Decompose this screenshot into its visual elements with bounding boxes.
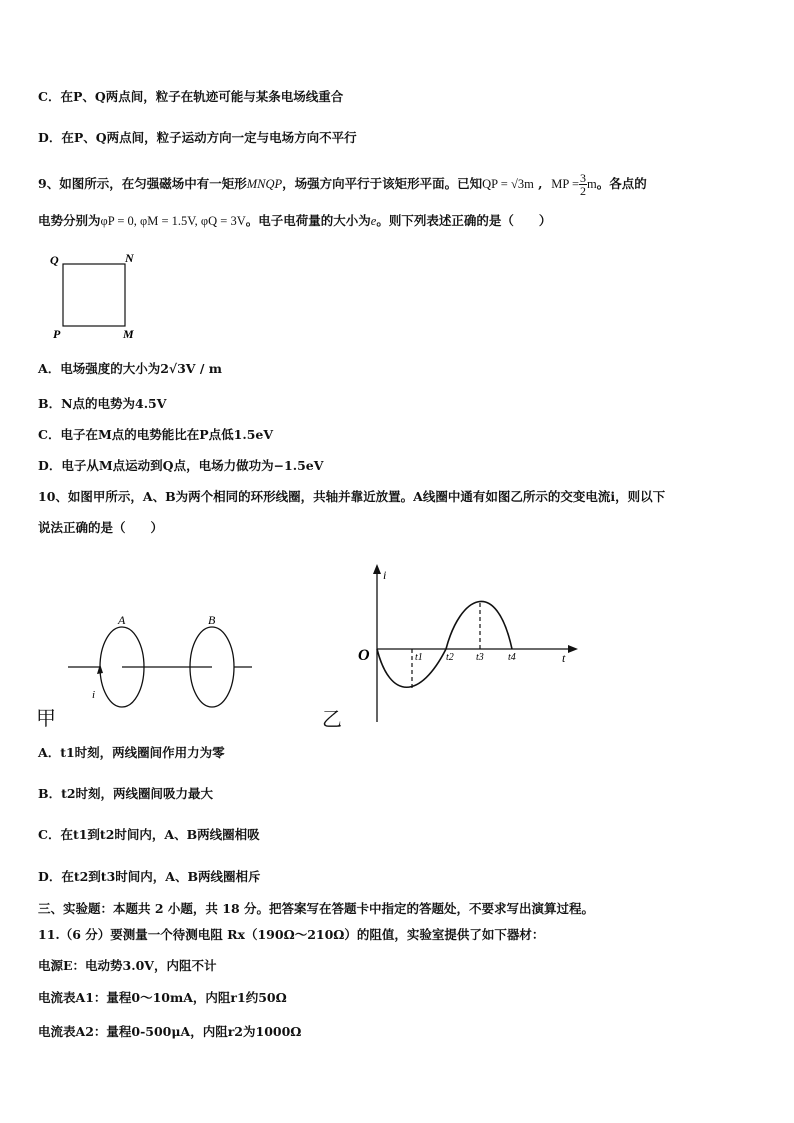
t-axis-arrow-icon (568, 645, 578, 653)
label-n: N (125, 251, 134, 265)
t-axis-label: t (562, 651, 566, 665)
q9-option-c: C．电子在M点的电势能比在P点低1.5eV (38, 427, 274, 442)
q10-option-d: D．在t2到t3时间内，A、B两线圈相斥 (38, 869, 261, 884)
label-m: M (123, 327, 134, 341)
q9-mp-fraction: $\frac{3}{2}$ (580, 171, 586, 198)
current-label: i (92, 689, 96, 701)
q11-ammeter-a2: 电流表A2：量程0-500μA，内阻r2为1000Ω (38, 1024, 302, 1039)
figure-jia-caption: 甲 (36, 706, 56, 730)
q11-ammeter-a1: 电流表A1：量程0～10mA，内阻r1约50Ω (38, 990, 287, 1005)
tick-t1: t1 (415, 652, 423, 663)
q9-stem-line1: 9、如图所示，在匀强磁场中有一矩形MNQP，场强方向平行于该矩形平面。已知QP = √3m , MP = $\frac{3}{2}$ m。各点的 (38, 171, 647, 198)
q11-stem: 11.（6 分）要测量一个待测电阻 Rx（190Ω～210Ω）的阻值，实验室提供了如下器材： (38, 927, 545, 942)
figure-yi-caption: 乙 (322, 707, 342, 731)
tick-t2: t2 (446, 652, 454, 663)
origin-label: O (358, 647, 370, 664)
q8-option-c: C．在P、Q两点间，粒子在轨迹可能与某条电场线重合 (38, 89, 344, 104)
q10-stem-line2: 说法正确的是（ ） (38, 520, 164, 535)
q10-option-c: C．在t1到t2时间内，A、B两线圈相吸 (38, 827, 260, 842)
q9-qp-value: QP = √3m (482, 177, 534, 191)
rectangle-mnqp (63, 264, 125, 326)
q9-potentials: φP = 0, φM = 1.5V, φQ = 3V (100, 214, 246, 228)
q10-option-b: B．t2时刻，两线圈间吸力最大 (38, 786, 214, 801)
current-arrow-icon (97, 664, 103, 674)
coil-b-label: B (208, 613, 216, 627)
label-q: Q (50, 253, 59, 267)
section-3-heading: 三、实验题：本题共 2 小题，共 18 分。把答案写在答题卡中指定的答题处，不要求写出演算过程。 (38, 901, 595, 916)
q10-figure-yi-graph (350, 560, 585, 730)
current-curve (377, 601, 512, 687)
q9-option-b: B．N点的电势为4.5V (38, 396, 167, 411)
q9-rectangle-figure (45, 248, 145, 343)
q8-option-d: D．在P、Q两点间，粒子运动方向一定与电场方向不平行 (38, 130, 357, 145)
q9-stem-line2: 电势分别为φP = 0, φM = 1.5V, φQ = 3V。电子电荷量的大小为e。则下列表述正确的是（ ） (38, 213, 552, 228)
q9-option-d: D．电子从M点运动到Q点，电场力做功为−1.5eV (38, 458, 324, 473)
q10-option-a: A．t1时刻，两线圈间作用力为零 (38, 745, 225, 760)
q10-stem-line1: 10、如图甲所示，A、B为两个相同的环形线圈，共轴并靠近放置。A线圈中通有如图乙所示的交变电流i，则以下 (38, 489, 666, 504)
q9-option-a: A．电场强度的大小为2√3V / m (38, 361, 223, 376)
tick-t4: t4 (508, 652, 516, 663)
q11-power-source: 电源E：电动势3.0V，内阻不计 (38, 958, 217, 973)
tick-t3: t3 (476, 652, 484, 663)
i-axis-label: i (383, 568, 387, 582)
label-p: P (53, 327, 61, 341)
q10-figure-jia (60, 612, 270, 722)
coil-a-label: A (118, 613, 126, 627)
i-axis-arrow-icon (373, 564, 381, 574)
